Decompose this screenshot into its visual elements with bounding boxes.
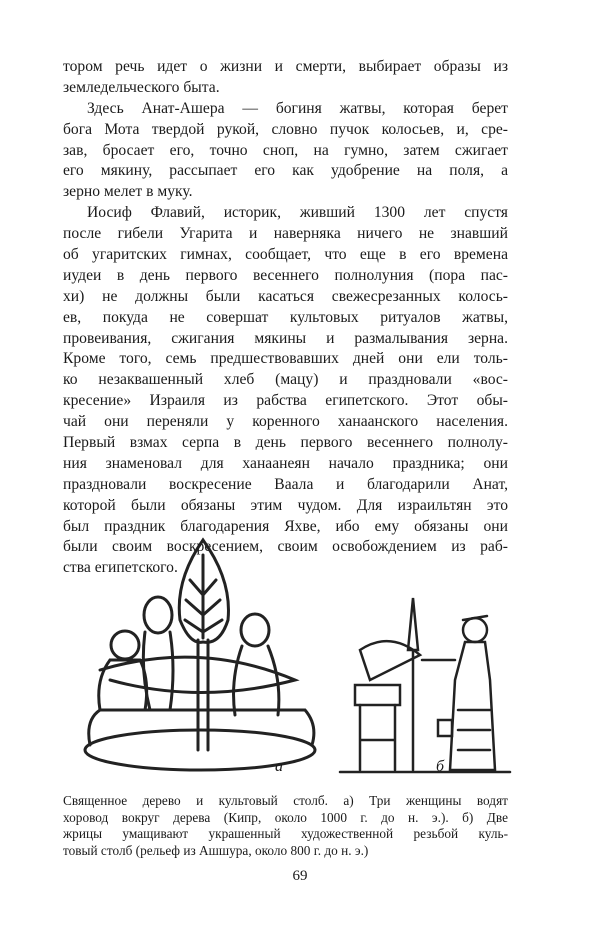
text-line: был праздник благодарения Яхве, ибо ему обязаны они [63, 517, 508, 535]
caption-line: Священное дерево и культовый столб. а) Три женщины водят [63, 793, 508, 808]
text-line: ко незаквашенный хлеб (мацу) и праздновали «вос- [63, 371, 508, 389]
text-line: которой были обязаны этим чудом. Для израильтян это [63, 496, 508, 514]
illustrations [70, 520, 530, 785]
text-line: были своим воскресением, своим освобождением из раб- [63, 538, 508, 556]
text-line: об угаритских гимнах, сообщает, что еще в его времена [63, 246, 508, 264]
caption-line: товый столб (рельеф из Ашшура, около 800 г. до н. э.) [63, 842, 369, 858]
text-line: Первый взмах серпа в день первого весеннего полнолу- [63, 434, 508, 452]
text-line: чай они переняли у коренного ханаанского населения. [63, 413, 508, 431]
page-number: 69 [292, 868, 308, 884]
figure-b-priestesses-cult-pillar [70, 520, 530, 785]
text-line: хи) не должны были касаться свежесрезанных колось- [63, 287, 508, 305]
text-line: ния знаменовал для ханаанеян начало праздника; они [63, 454, 508, 472]
text-line: ства египетского. [63, 559, 178, 577]
text-line: земледельческого быта. [63, 78, 220, 96]
text-line: тором речь идет о жизни и смерти, выбирает образы из [63, 58, 508, 75]
figure-label-b: б [436, 758, 445, 775]
text-line: после гибели Угарита и наверняка ничего не знавший [63, 225, 508, 243]
text-line: Кроме того, семь предшествовавших дней они ели толь- [63, 350, 508, 368]
text-line: провеивания, сжигания мякины и размалывания зерна. [63, 329, 508, 347]
caption-line: жрицы умащивают украшенный художественной резьбой куль- [63, 826, 508, 841]
text-line: Иосиф Флавий, историк, живший 1300 лет спустя [87, 204, 508, 222]
text-line: бога Мота твердой рукой, словно пучок колосьев, и, сре- [63, 120, 508, 138]
body-text [63, 57, 508, 579]
text-line: зерно мелет в муку. [63, 183, 193, 201]
text-line: его мякину, рассыпает его как удобрение на поля, а [63, 162, 508, 180]
caption-line: хоровод вокруг дерева (Кипр, около 1000 г. до н. э.). б) Две [63, 809, 508, 825]
text-line: праздновали воскресение Ваала и благодарили Анат, [63, 475, 508, 493]
text-line: кресение» Израиля из рабства египетского. Этот обы- [63, 392, 508, 410]
text-line: иудеи в день первого весеннего полнолуния (пора пас- [63, 266, 508, 284]
text-line: ев, покуда не совершат культовых ритуалов жатвы, [63, 308, 508, 326]
figure-caption [63, 793, 508, 859]
text-line: зав, бросает его, точно сноп, на гумно, затем сжигает [63, 141, 508, 159]
figure-label-a: а [275, 758, 283, 775]
text-line: Здесь Анат-Ашера — богиня жатвы, которая берет [87, 99, 508, 117]
